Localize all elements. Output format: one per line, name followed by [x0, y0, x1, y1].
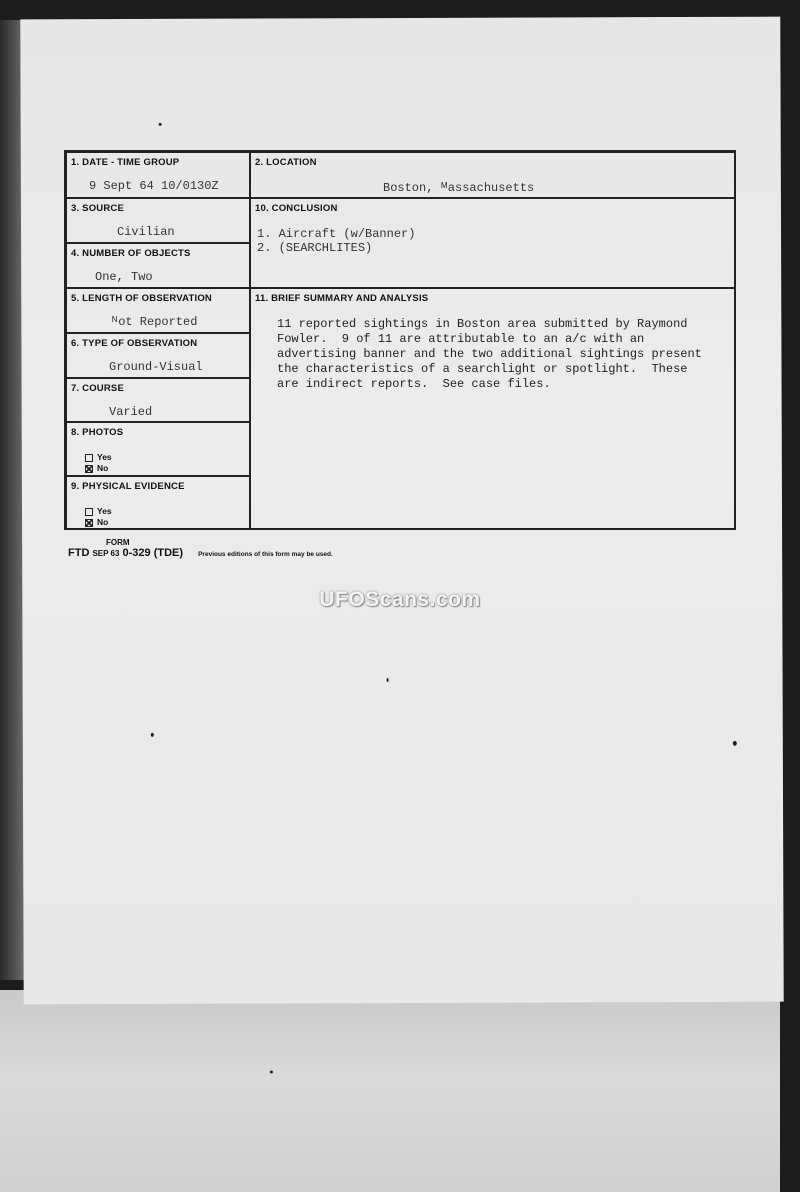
summary-cell — [250, 288, 736, 530]
photos-no-option[interactable] — [85, 463, 108, 473]
footer-ftd: FTD — [68, 547, 90, 559]
watermark: UFOScans.com — [319, 588, 481, 611]
number-of-objects-label: 4. NUMBER OF OBJECTS — [71, 248, 191, 259]
physical-evidence-label: 9. PHYSICAL EVIDENCE — [71, 481, 185, 492]
source-cell — [66, 198, 250, 243]
type-of-observation-label: 6. TYPE OF OBSERVATION — [71, 338, 198, 349]
date-time-group-label: 1. DATE - TIME GROUP — [71, 157, 180, 168]
footer-note: Previous editions of this form may be used. — [198, 551, 333, 558]
dust-speck — [159, 123, 162, 126]
physical-evidence-yes-label: Yes — [97, 506, 112, 516]
source-label: 3. SOURCE — [71, 203, 125, 214]
type-of-observation-value: Ground-Visual — [109, 360, 203, 374]
physical-evidence-no-label: No — [97, 517, 109, 527]
course-label: 7. COURSE — [71, 383, 125, 394]
length-of-observation-value: ᴺot Reported — [111, 315, 198, 329]
date-time-group-value: 9 Sept 64 10/0130Z — [89, 179, 219, 193]
footer-form-word: FORM — [106, 538, 130, 547]
course-cell — [66, 378, 250, 422]
summary-text: 11 reported sightings in Boston area submitted by Raymond Fowler. 9 of 11 are attributable to an a/c with an advertising banner and the two additional sightings present the characteristics of a searchlight or spotlight. These are indirect reports. See case files. — [277, 317, 702, 391]
dust-speck — [733, 741, 737, 746]
length-of-observation-label: 5. LENGTH OF OBSERVATION — [71, 293, 212, 304]
conclusion-cell — [250, 198, 736, 288]
location-value: Boston, ᴹassachusetts — [383, 181, 535, 195]
photos-yes-checkbox[interactable] — [85, 454, 93, 462]
footer-form-number: 0-329 (TDE) — [122, 547, 184, 559]
footer-date: SEP 63 — [92, 549, 120, 558]
source-value: Civilian — [117, 225, 175, 239]
photos-yes-option[interactable] — [85, 452, 112, 462]
photos-label: 8. PHOTOS — [71, 427, 124, 438]
number-of-objects-value: One, Two — [95, 270, 153, 284]
type-of-observation-cell — [66, 333, 250, 378]
conclusion-line-2: 2. (SEARCHLITES) — [257, 241, 373, 255]
photos-yes-label: Yes — [97, 452, 112, 462]
photos-no-label: No — [97, 463, 109, 473]
dust-speck — [387, 678, 389, 682]
length-of-observation-cell — [66, 288, 250, 333]
scan-lower-sheet — [0, 990, 780, 1192]
number-of-objects-cell — [66, 243, 250, 288]
photos-no-checkbox[interactable] — [85, 465, 93, 473]
photos-cell — [66, 422, 250, 476]
conclusion-label: 10. CONCLUSION — [255, 203, 338, 214]
physical-evidence-yes-checkbox[interactable] — [85, 508, 93, 516]
location-cell — [250, 152, 736, 198]
conclusion-line-1: 1. Aircraft (w/Banner) — [257, 227, 416, 241]
physical-evidence-yes-option[interactable] — [85, 506, 112, 516]
physical-evidence-cell — [66, 476, 250, 530]
summary-label: 11. BRIEF SUMMARY AND ANALYSIS — [255, 293, 429, 304]
date-time-group-cell — [66, 152, 250, 198]
physical-evidence-no-checkbox[interactable] — [85, 519, 93, 527]
dust-speck — [270, 1070, 273, 1073]
dust-speck — [151, 733, 154, 737]
report-form — [64, 150, 736, 530]
physical-evidence-no-option[interactable] — [85, 517, 108, 527]
location-label: 2. LOCATION — [255, 157, 317, 168]
course-value: Varied — [109, 405, 153, 419]
